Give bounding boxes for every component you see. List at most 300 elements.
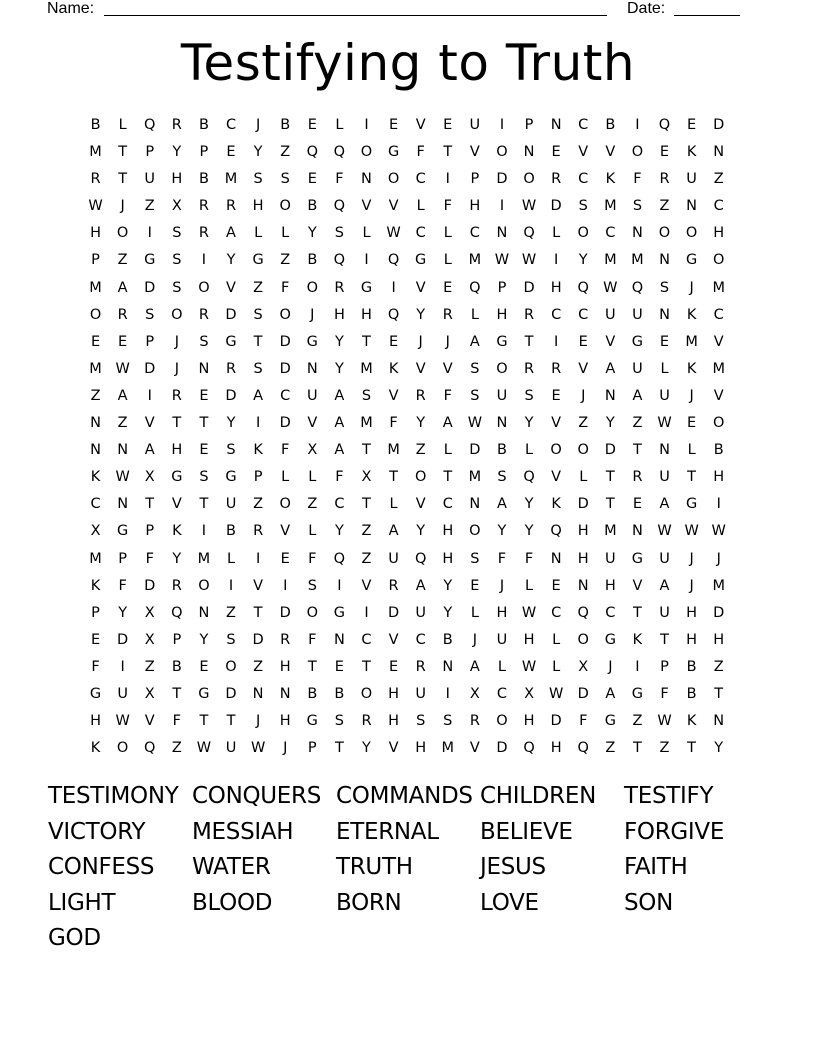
grid-letter[interactable]: A <box>469 333 480 350</box>
grid-letter[interactable]: I <box>635 658 640 675</box>
grid-letter[interactable]: X <box>361 469 372 486</box>
grid-letter[interactable]: K <box>686 306 697 323</box>
grid-letter[interactable]: R <box>280 631 291 648</box>
grid-letter[interactable]: K <box>90 740 101 757</box>
grid-letter[interactable]: I <box>337 577 342 594</box>
grid-letter[interactable]: G <box>631 333 644 350</box>
grid-letter[interactable]: Y <box>497 523 507 540</box>
grid-letter[interactable]: U <box>415 604 426 621</box>
grid-letter[interactable]: C <box>415 171 426 188</box>
grid-letter[interactable]: T <box>605 469 615 486</box>
grid-letter[interactable]: U <box>496 631 508 648</box>
grid-letter[interactable]: V <box>578 144 589 161</box>
grid-letter[interactable]: M <box>360 415 373 432</box>
grid-letter[interactable]: T <box>199 496 209 513</box>
grid-letter[interactable]: I <box>499 198 505 215</box>
grid-letter[interactable]: L <box>416 198 425 215</box>
grid-letter[interactable]: I <box>391 279 396 296</box>
grid-letter[interactable]: M <box>604 252 617 269</box>
grid-letter[interactable]: M <box>360 360 373 377</box>
grid-letter[interactable]: C <box>469 225 480 242</box>
grid-letter[interactable]: D <box>225 306 237 323</box>
grid-letter[interactable]: Z <box>280 144 291 161</box>
grid-letter[interactable]: S <box>199 469 209 486</box>
grid-letter[interactable]: C <box>605 225 616 242</box>
grid-letter[interactable]: G <box>144 252 156 269</box>
grid-letter[interactable]: J <box>689 279 694 296</box>
grid-letter[interactable]: R <box>551 171 562 188</box>
grid-letter[interactable]: N <box>306 360 318 377</box>
grid-letter[interactable]: G <box>496 333 508 350</box>
grid-letter[interactable]: T <box>334 740 344 757</box>
grid-letter[interactable]: R <box>388 577 399 594</box>
grid-letter[interactable]: Z <box>632 415 643 432</box>
grid-letter[interactable]: H <box>577 523 589 540</box>
grid-letter[interactable]: C <box>551 604 562 621</box>
grid-letter[interactable]: L <box>525 442 534 459</box>
grid-letter[interactable]: S <box>172 252 182 269</box>
grid-letter[interactable]: I <box>364 117 369 133</box>
grid-letter[interactable]: Z <box>361 523 372 540</box>
grid-letter[interactable]: P <box>145 333 155 350</box>
grid-letter[interactable]: P <box>253 469 263 486</box>
grid-letter[interactable]: F <box>389 415 398 432</box>
grid-letter[interactable]: K <box>388 360 399 377</box>
grid-letter[interactable]: J <box>174 333 179 350</box>
grid-letter[interactable]: B <box>496 442 507 459</box>
grid-letter[interactable]: R <box>225 198 237 215</box>
grid-letter[interactable]: Q <box>523 469 535 486</box>
grid-letter[interactable]: N <box>659 252 670 269</box>
grid-letter[interactable]: Z <box>117 252 128 269</box>
grid-letter[interactable]: N <box>90 442 101 459</box>
grid-letter[interactable]: H <box>713 225 725 242</box>
grid-letter[interactable]: S <box>334 225 344 242</box>
grid-letter[interactable]: D <box>144 360 156 377</box>
grid-letter[interactable]: Y <box>605 415 615 432</box>
grid-letter[interactable]: S <box>334 713 344 730</box>
grid-letter[interactable]: K <box>90 577 101 594</box>
grid-letter[interactable]: A <box>442 415 453 432</box>
grid-letter[interactable]: O <box>306 279 318 296</box>
grid-letter[interactable]: B <box>226 523 236 540</box>
grid-letter[interactable]: O <box>658 225 671 242</box>
grid-letter[interactable]: V <box>415 496 426 513</box>
grid-letter[interactable]: O <box>577 225 589 242</box>
grid-letter[interactable]: U <box>117 685 128 702</box>
grid-letter[interactable]: G <box>685 252 698 269</box>
grid-letter[interactable]: I <box>228 577 234 594</box>
grid-letter[interactable]: O <box>712 252 725 269</box>
grid-letter[interactable]: E <box>632 496 642 513</box>
grid-letter[interactable]: N <box>659 442 670 459</box>
grid-letter[interactable]: G <box>604 713 616 730</box>
grid-letter[interactable]: L <box>308 469 317 486</box>
grid-letter[interactable]: T <box>632 442 642 459</box>
grid-letter[interactable]: W <box>521 198 537 215</box>
grid-letter[interactable]: Q <box>387 306 400 323</box>
grid-letter[interactable]: Y <box>118 604 128 621</box>
grid-letter[interactable]: R <box>334 279 345 296</box>
grid-letter[interactable]: V <box>551 469 562 486</box>
grid-letter[interactable]: H <box>496 306 508 323</box>
grid-letter[interactable]: O <box>360 685 373 702</box>
grid-letter[interactable]: U <box>415 685 426 702</box>
grid-letter[interactable]: U <box>306 387 318 404</box>
grid-letter[interactable]: R <box>117 306 128 323</box>
grid-letter[interactable]: B <box>307 198 318 215</box>
grid-letter[interactable]: P <box>91 604 100 621</box>
grid-letter[interactable]: G <box>225 469 237 486</box>
grid-letter[interactable]: K <box>90 469 101 486</box>
grid-letter[interactable]: P <box>118 550 128 567</box>
grid-letter[interactable]: Z <box>171 740 182 757</box>
grid-letter[interactable]: I <box>445 171 450 188</box>
grid-letter[interactable]: Q <box>144 117 156 133</box>
grid-letter[interactable]: D <box>144 577 156 594</box>
grid-letter[interactable]: P <box>660 658 669 675</box>
grid-letter[interactable]: S <box>497 469 507 486</box>
grid-letter[interactable]: Q <box>333 198 346 215</box>
grid-letter[interactable]: G <box>252 252 264 269</box>
grid-letter[interactable]: F <box>281 279 290 296</box>
grid-letter[interactable]: A <box>334 442 345 459</box>
grid-letter[interactable]: B <box>442 631 453 648</box>
grid-letter[interactable]: O <box>198 577 210 594</box>
grid-letter[interactable]: Y <box>226 252 236 269</box>
grid-letter[interactable]: D <box>550 198 562 215</box>
grid-letter[interactable]: U <box>659 604 670 621</box>
grid-letter[interactable]: Q <box>577 279 589 296</box>
grid-letter[interactable]: D <box>550 713 562 730</box>
grid-letter[interactable]: G <box>306 713 318 730</box>
grid-letter[interactable]: T <box>714 685 724 702</box>
grid-letter[interactable]: V <box>551 415 562 432</box>
grid-letter[interactable]: J <box>689 550 694 567</box>
grid-letter[interactable]: T <box>632 604 642 621</box>
grid-letter[interactable]: L <box>308 523 317 540</box>
grid-letter[interactable]: J <box>716 550 721 567</box>
grid-letter[interactable]: S <box>226 442 236 459</box>
grid-letter[interactable]: H <box>604 577 616 594</box>
grid-letter[interactable]: N <box>496 225 508 242</box>
grid-letter[interactable]: F <box>416 144 425 161</box>
grid-letter[interactable]: N <box>117 442 129 459</box>
grid-letter[interactable]: R <box>361 713 372 730</box>
grid-letter[interactable]: K <box>686 713 697 730</box>
grid-letter[interactable]: V <box>442 360 453 377</box>
grid-letter[interactable]: Y <box>524 523 534 540</box>
grid-letter[interactable]: J <box>445 333 450 350</box>
grid-letter[interactable]: L <box>443 442 452 459</box>
grid-letter[interactable]: Y <box>199 631 209 648</box>
grid-letter[interactable]: P <box>524 117 534 133</box>
grid-letter[interactable]: J <box>472 631 477 648</box>
grid-letter[interactable]: C <box>496 685 508 702</box>
grid-letter[interactable]: V <box>144 713 155 730</box>
grid-letter[interactable]: H <box>550 279 562 296</box>
grid-letter[interactable]: K <box>686 144 697 161</box>
grid-letter[interactable]: T <box>226 713 236 730</box>
grid-letter[interactable]: A <box>388 523 399 540</box>
grid-letter[interactable]: W <box>115 713 130 730</box>
grid-letter[interactable]: P <box>145 144 155 161</box>
grid-letter[interactable]: M <box>387 442 400 459</box>
grid-letter[interactable]: P <box>199 144 209 161</box>
grid-letter[interactable]: E <box>388 333 399 350</box>
grid-letter[interactable]: F <box>579 713 588 730</box>
grid-letter[interactable]: G <box>631 550 644 567</box>
grid-letter[interactable]: D <box>469 442 481 459</box>
grid-letter[interactable]: Q <box>144 740 156 757</box>
grid-letter[interactable]: A <box>496 496 507 513</box>
grid-letter[interactable]: Y <box>578 252 588 269</box>
grid-letter[interactable]: N <box>279 685 291 702</box>
grid-letter[interactable]: R <box>198 198 209 215</box>
grid-letter[interactable]: E <box>307 171 317 188</box>
grid-letter[interactable]: Z <box>713 658 724 675</box>
grid-letter[interactable]: L <box>470 604 479 621</box>
grid-letter[interactable]: U <box>225 740 237 757</box>
grid-letter[interactable]: W <box>657 713 672 730</box>
grid-letter[interactable]: E <box>388 658 399 675</box>
grid-letter[interactable]: J <box>255 117 261 133</box>
grid-letter[interactable]: R <box>225 360 237 377</box>
grid-letter[interactable]: S <box>578 198 588 215</box>
grid-letter[interactable]: F <box>172 713 181 730</box>
grid-letter[interactable]: G <box>604 631 616 648</box>
grid-letter[interactable]: Z <box>90 387 101 404</box>
grid-letter[interactable]: X <box>144 469 155 486</box>
grid-letter[interactable]: E <box>578 333 588 350</box>
grid-letter[interactable]: V <box>415 279 426 296</box>
grid-letter[interactable]: P <box>145 523 155 540</box>
grid-letter[interactable]: N <box>469 496 481 513</box>
grid-letter[interactable]: E <box>687 415 697 432</box>
grid-letter[interactable]: P <box>470 171 480 188</box>
grid-letter[interactable]: D <box>496 740 508 757</box>
grid-letter[interactable]: H <box>550 740 562 757</box>
grid-letter[interactable]: E <box>90 631 101 648</box>
grid-letter[interactable]: F <box>308 631 317 648</box>
grid-letter[interactable]: E <box>334 658 344 675</box>
grid-letter[interactable]: M <box>441 740 455 757</box>
grid-letter[interactable]: J <box>608 658 613 675</box>
grid-letter[interactable]: N <box>252 685 264 702</box>
grid-letter[interactable]: N <box>713 144 725 161</box>
grid-letter[interactable]: R <box>198 225 209 242</box>
grid-letter[interactable]: G <box>117 523 129 540</box>
grid-letter[interactable]: Q <box>631 279 644 296</box>
grid-letter[interactable]: K <box>686 360 697 377</box>
grid-letter[interactable]: A <box>469 658 480 675</box>
grid-letter[interactable]: W <box>711 523 726 540</box>
grid-letter[interactable]: E <box>551 577 561 594</box>
grid-letter[interactable]: T <box>307 658 317 675</box>
grid-letter[interactable]: D <box>387 604 400 621</box>
grid-letter[interactable]: D <box>117 631 129 648</box>
grid-letter[interactable]: W <box>548 685 564 702</box>
grid-letter[interactable]: E <box>443 117 453 133</box>
grid-letter[interactable]: U <box>605 550 616 567</box>
grid-letter[interactable]: F <box>524 550 534 567</box>
grid-letter[interactable]: H <box>90 225 101 242</box>
grid-letter[interactable]: A <box>253 387 264 404</box>
grid-letter[interactable]: W <box>521 252 537 269</box>
grid-letter[interactable]: O <box>116 740 129 757</box>
grid-letter[interactable]: O <box>279 198 291 215</box>
grid-letter[interactable]: T <box>687 469 697 486</box>
grid-letter[interactable]: H <box>361 306 372 323</box>
grid-letter[interactable]: F <box>443 387 452 404</box>
grid-letter[interactable]: B <box>605 117 616 133</box>
grid-letter[interactable]: U <box>659 469 670 486</box>
grid-letter[interactable]: F <box>497 550 507 567</box>
grid-letter[interactable]: O <box>225 658 237 675</box>
grid-letter[interactable]: V <box>605 144 616 161</box>
grid-letter[interactable]: U <box>225 496 237 513</box>
grid-letter[interactable]: Y <box>334 360 344 377</box>
grid-letter[interactable]: W <box>603 279 618 296</box>
grid-letter[interactable]: T <box>362 496 371 513</box>
grid-letter[interactable]: E <box>307 117 317 133</box>
grid-letter[interactable]: F <box>308 550 317 567</box>
grid-letter[interactable]: V <box>253 577 264 594</box>
grid-letter[interactable]: E <box>118 333 128 350</box>
grid-letter[interactable]: B <box>90 117 101 133</box>
grid-letter[interactable]: C <box>551 306 562 323</box>
grid-letter[interactable]: T <box>253 604 263 621</box>
grid-letter[interactable]: F <box>145 550 154 567</box>
grid-letter[interactable]: O <box>496 360 508 377</box>
grid-letter[interactable]: M <box>685 333 698 350</box>
grid-letter[interactable]: V <box>144 415 155 432</box>
grid-letter[interactable]: O <box>279 306 291 323</box>
grid-letter[interactable]: F <box>633 171 642 188</box>
grid-letter[interactable]: W <box>657 415 672 432</box>
grid-letter[interactable]: D <box>496 171 508 188</box>
grid-letter[interactable]: P <box>497 279 507 296</box>
grid-letter[interactable]: T <box>362 442 371 459</box>
grid-letter[interactable]: U <box>469 117 481 133</box>
grid-letter[interactable]: F <box>281 442 290 459</box>
grid-letter[interactable]: H <box>496 604 508 621</box>
grid-letter[interactable]: H <box>523 631 535 648</box>
grid-letter[interactable]: I <box>499 117 505 133</box>
grid-letter[interactable]: E <box>470 577 480 594</box>
grid-letter[interactable]: A <box>632 387 643 404</box>
grid-letter[interactable]: L <box>281 469 290 486</box>
grid-letter[interactable]: O <box>550 442 562 459</box>
grid-letter[interactable]: M <box>89 279 102 296</box>
grid-letter[interactable]: H <box>90 713 101 730</box>
grid-letter[interactable]: R <box>171 387 182 404</box>
grid-letter[interactable]: H <box>388 713 400 730</box>
grid-letter[interactable]: D <box>144 279 156 296</box>
grid-letter[interactable]: Y <box>416 523 426 540</box>
grid-letter[interactable]: Z <box>578 415 589 432</box>
grid-letter[interactable]: R <box>198 306 209 323</box>
grid-letter[interactable]: L <box>470 306 479 323</box>
grid-letter[interactable]: S <box>145 306 155 323</box>
grid-letter[interactable]: X <box>307 442 318 459</box>
grid-letter[interactable]: W <box>115 469 130 486</box>
grid-letter[interactable]: T <box>199 713 209 730</box>
grid-letter[interactable]: X <box>144 604 155 621</box>
grid-letter[interactable]: S <box>253 306 263 323</box>
grid-letter[interactable]: M <box>224 171 238 188</box>
grid-letter[interactable]: G <box>685 496 698 513</box>
grid-letter[interactable]: A <box>605 685 616 702</box>
grid-letter[interactable]: V <box>713 387 724 404</box>
grid-letter[interactable]: H <box>523 713 535 730</box>
grid-letter[interactable]: R <box>524 306 535 323</box>
grid-letter[interactable]: H <box>442 523 454 540</box>
grid-letter[interactable]: I <box>364 252 369 269</box>
grid-letter[interactable]: Z <box>117 415 128 432</box>
grid-letter[interactable]: H <box>279 713 291 730</box>
grid-letter[interactable]: B <box>198 117 209 133</box>
grid-letter[interactable]: J <box>120 198 125 215</box>
grid-letter[interactable]: E <box>199 658 209 675</box>
grid-letter[interactable]: Y <box>226 415 236 432</box>
grid-letter[interactable]: T <box>443 469 453 486</box>
grid-letter[interactable]: X <box>524 685 535 702</box>
grid-letter[interactable]: H <box>333 306 345 323</box>
grid-letter[interactable]: L <box>552 658 561 675</box>
grid-letter[interactable]: S <box>470 360 480 377</box>
grid-letter[interactable]: E <box>443 279 453 296</box>
grid-letter[interactable]: D <box>279 415 291 432</box>
grid-letter[interactable]: Y <box>416 306 426 323</box>
grid-letter[interactable]: B <box>307 252 318 269</box>
grid-letter[interactable]: R <box>171 577 182 594</box>
grid-letter[interactable]: T <box>362 658 371 675</box>
grid-letter[interactable]: Y <box>172 550 182 567</box>
grid-letter[interactable]: R <box>659 171 670 188</box>
grid-letter[interactable]: F <box>335 469 344 486</box>
grid-letter[interactable]: Z <box>713 171 724 188</box>
grid-letter[interactable]: S <box>280 171 290 188</box>
grid-letter[interactable]: Q <box>577 604 589 621</box>
grid-letter[interactable]: G <box>415 252 427 269</box>
grid-letter[interactable]: G <box>387 144 400 161</box>
grid-letter[interactable]: C <box>280 387 291 404</box>
grid-letter[interactable]: N <box>523 144 535 161</box>
grid-letter[interactable]: V <box>469 740 480 757</box>
grid-letter[interactable]: H <box>171 171 183 188</box>
grid-letter[interactable]: M <box>468 252 482 269</box>
grid-letter[interactable]: G <box>198 685 210 702</box>
grid-letter[interactable]: Z <box>307 496 318 513</box>
grid-letter[interactable]: G <box>333 604 346 621</box>
grid-letter[interactable]: D <box>279 604 291 621</box>
grid-letter[interactable]: T <box>118 171 128 188</box>
grid-letter[interactable]: H <box>469 198 481 215</box>
grid-letter[interactable]: M <box>712 577 725 594</box>
grid-letter[interactable]: E <box>659 144 670 161</box>
grid-letter[interactable]: W <box>657 523 672 540</box>
grid-letter[interactable]: C <box>361 631 372 648</box>
grid-letter[interactable]: C <box>415 631 426 648</box>
grid-letter[interactable]: W <box>115 360 130 377</box>
grid-letter[interactable]: O <box>279 496 291 513</box>
grid-letter[interactable]: Q <box>387 252 400 269</box>
grid-letter[interactable]: N <box>713 713 725 730</box>
grid-letter[interactable]: F <box>118 577 127 594</box>
grid-letter[interactable]: G <box>631 685 644 702</box>
grid-letter[interactable]: A <box>415 577 426 594</box>
